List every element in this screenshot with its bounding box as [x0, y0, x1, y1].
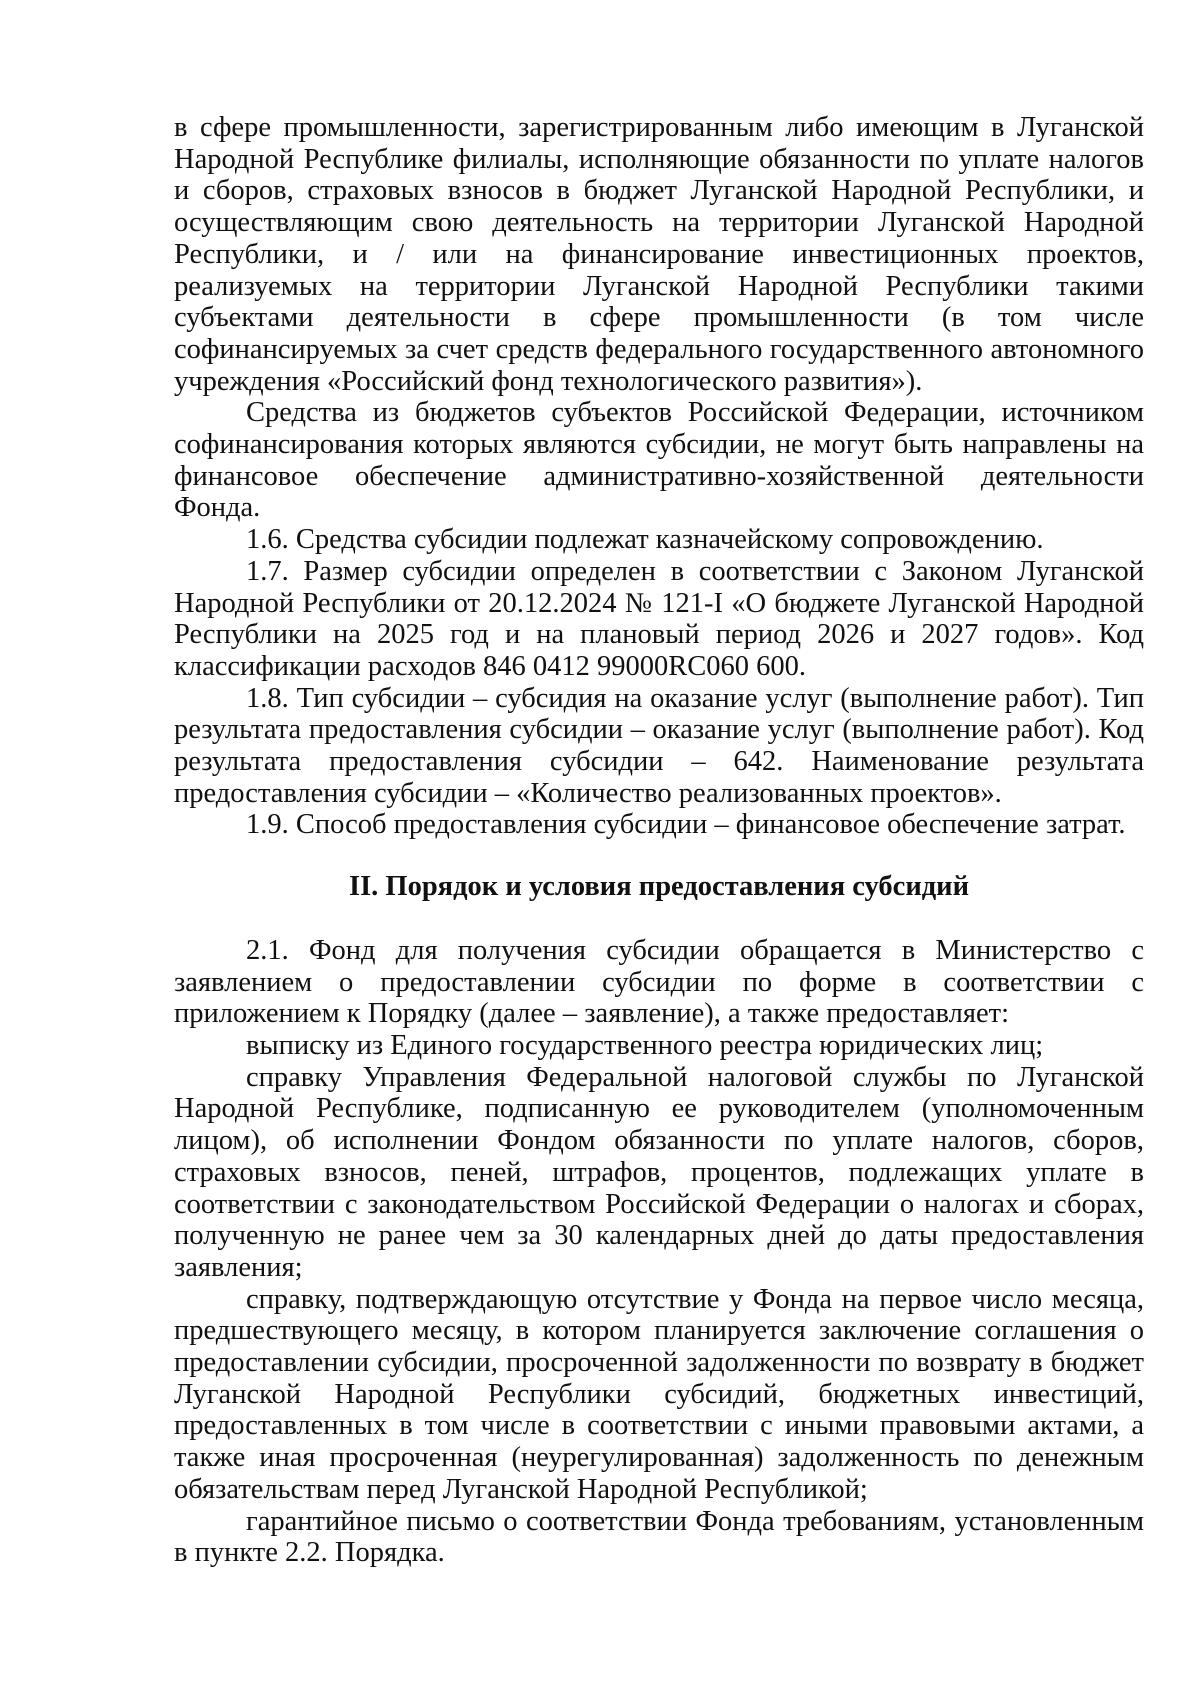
- list-item-guarantee-letter: гарантийное письмо о соответствии Фонда требованиям, установленным в пункте 2.2. Порядка.: [174, 1505, 1144, 1569]
- paragraph-1-8: 1.8. Тип субсидии – субсидия на оказание услуг (выполнение работ). Тип результата предоставления субсидии – оказание услуг (выполнение работ). Код результата предоставления субсидии – 642. Наименование результата предоставления субсидии – «Количество реализованных проектов».: [174, 682, 1144, 809]
- list-item-no-debt-certificate: справку, подтверждающую отсутствие у Фонда на первое число месяца, предшествующего месяцу, в котором планируется заключение соглашения о предоставлении субсидии, просроченной задолженности по возврату в бюджет Луганской Народной Республики субсидий, бюджетных инвестиций, предоставленных в том числе в соответствии с иными правовыми актами, а также иная просроченная (неурегулированная) задолженность по денежным обязательствам перед Луганской Народной Республикой;: [174, 1283, 1144, 1505]
- paragraph-2-1: 2.1. Фонд для получения субсидии обращается в Министерство с заявлением о предоставлении субсидии по форме в соответствии с приложением к Порядку (далее – заявление), а также предоставляет:: [174, 934, 1144, 1030]
- paragraph-1-9: 1.9. Способ предоставления субсидии – финансовое обеспечение затрат.: [246, 809, 1126, 841]
- list-item-registry-extract: выписку из Единого государственного реестра юридических лиц;: [246, 1029, 1044, 1061]
- paragraph-continuation: в сфере промышленности, зарегистрированным либо имеющим в Луганской Народной Республике филиалы, исполняющие обязанности по уплате налогов и сборов, страховых взносов в бюджет Луганской Народной Республики, и осуществляющим свою деятельность на территории Луганской Народной Республики, и / или на финансирование инвестиционных проектов, реализуемых на территории Луганской Народной Республики такими субъектами деятельности в сфере промышленности (в том числе софинансируемых за счет средств федерального государственного автономного учреждения «Российский фонд технологического развития»).: [174, 112, 1144, 397]
- document-page: [174, 112, 1144, 1569]
- section-heading: II. Порядок и условия предоставления субсидий: [348, 871, 969, 903]
- list-item-tax-certificate: справку Управления Федеральной налоговой службы по Луганской Народной Республике, подписанную ее руководителем (уполномоченным лицом), об исполнении Фондом обязанности по уплате налогов, сборов, страховых взносов, пеней, штрафов, процентов, подлежащих уплате в соответствии с законодательством Российской Федерации о налогах и сборах, полученную не ранее чем за 30 календарных дней до даты предоставления заявления;: [174, 1061, 1144, 1283]
- paragraph-cofinancing: Средства из бюджетов субъектов Российской Федерации, источником софинансирования которых являются субсидии, не могут быть направлены на финансовое обеспечение административно-хозяйственной деятельности Фонда.: [174, 397, 1144, 524]
- paragraph-1-6: 1.6. Средства субсидии подлежат казначейскому сопровождению.: [246, 524, 1044, 556]
- paragraph-1-7: 1.7. Размер субсидии определен в соответствии с Законом Луганской Народной Республики от 20.12.2024 № 121-I «О бюджете Луганской Народной Республики на 2025 год и на плановый период 2026 и 2027 годов». Код классификации расходов 846 0412 99000RC060 600.: [174, 555, 1144, 682]
